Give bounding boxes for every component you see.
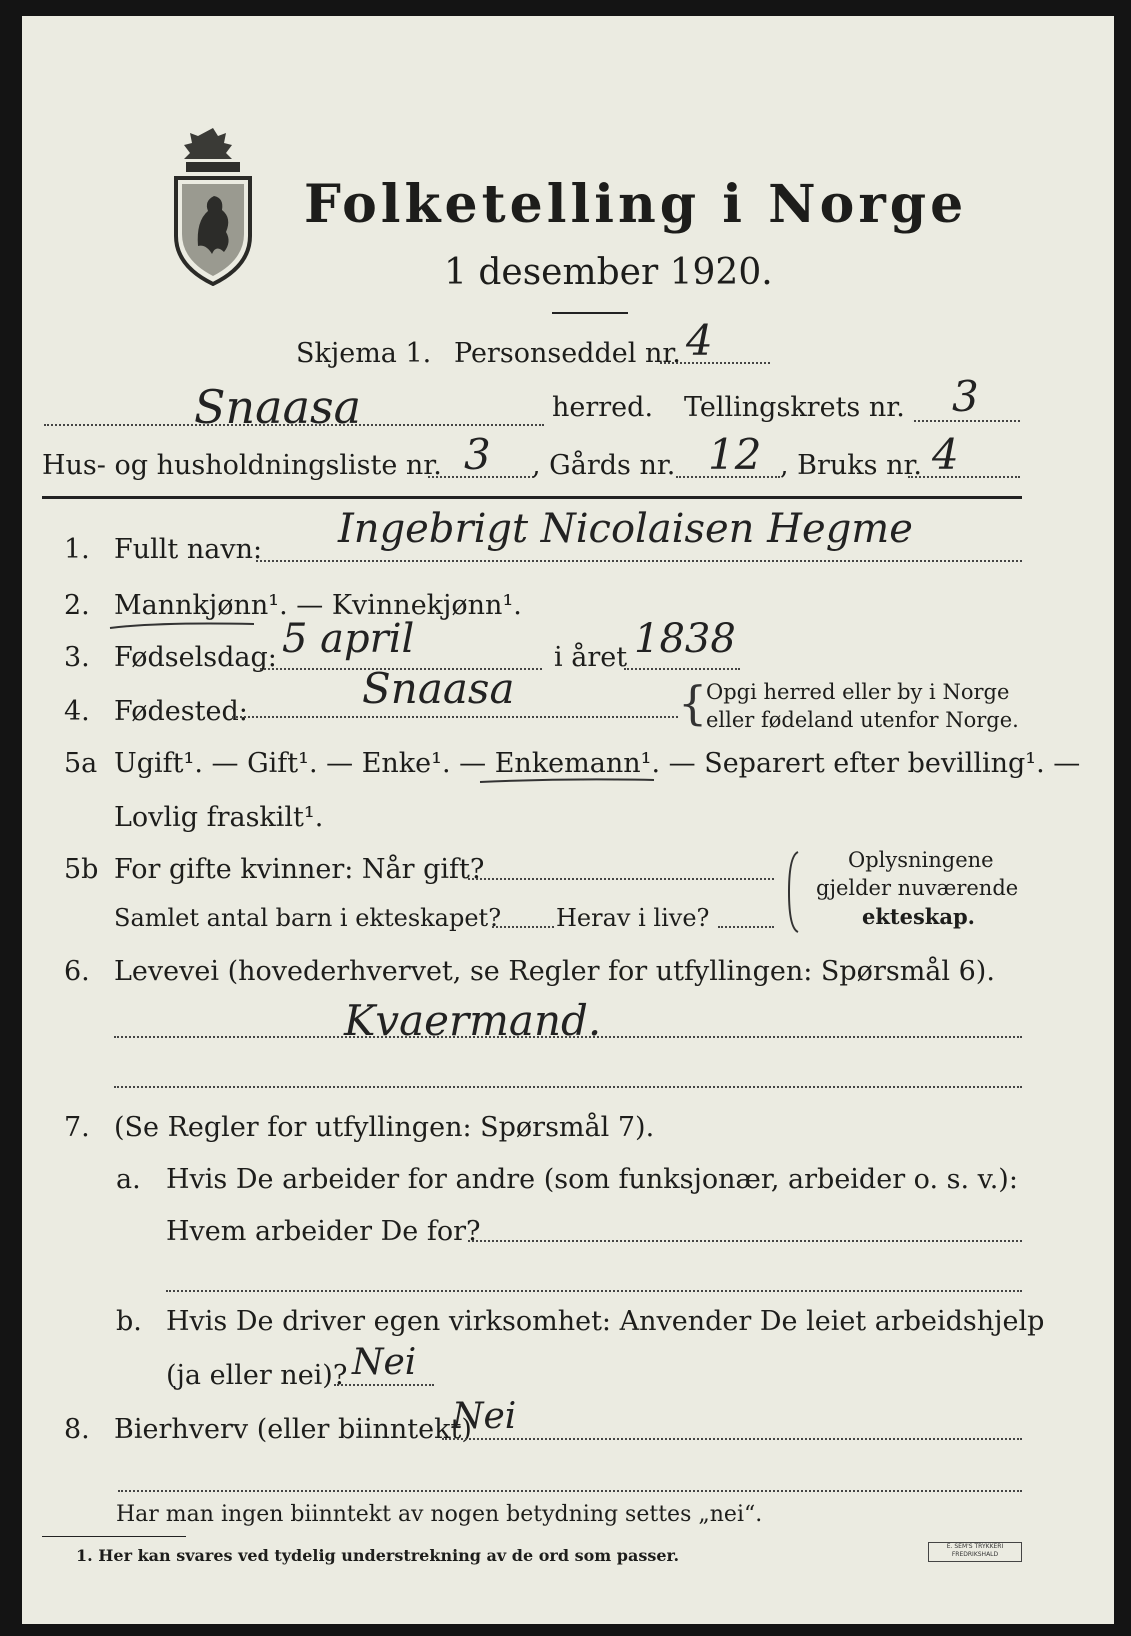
q5a-number: 5a [64,748,98,779]
footnote: 1. Her kan svares ved tydelig understrekning av de ord som passer. [76,1546,680,1565]
q8-line [442,1438,1022,1440]
marital-status-options-2: Lovlig fraskilt¹. [114,802,324,833]
q7a-line [468,1240,1022,1242]
sex-options: Mannkjønn¹. — Kvinnekjønn¹. [114,590,522,621]
q8-line-2 [118,1490,1022,1492]
full-name-value[interactable]: Ingebrigt Nicolaisen Hegme [338,506,913,552]
skjema-label: Skjema 1. [296,338,432,369]
q7b-line2: (ja eller nei)? [166,1360,348,1391]
q6-number: 6. [64,956,90,987]
q6-line2 [114,1086,1022,1088]
q5b-alive-label: Herav i live? [556,904,710,932]
q5b-note-line1: Oplysningene [848,848,994,872]
tellingskrets-value[interactable]: 3 [952,372,979,421]
year-label: i året [554,642,628,673]
q7a-line-2 [166,1290,1022,1292]
census-date: 1 desember 1920. [444,252,773,293]
husholdningsliste-value[interactable]: 3 [464,430,491,479]
q5b-number: 5b [64,854,99,885]
q7b-line [334,1384,434,1386]
enkemann-underline [478,774,658,788]
q4-brace: { [678,676,708,730]
marital-status-options: Ugift¹. — Gift¹. — Enke¹. — Enkemann¹. — Separert efter bevilling¹. — [114,748,1081,779]
title-divider [552,312,628,314]
bruks-label: , Bruks nr. [780,450,923,481]
q6-line1 [114,1036,1022,1038]
q5b-children-label: Samlet antal barn i ekteskapet? [114,904,502,932]
q3-number: 3. [64,642,90,673]
section-divider [42,496,1022,499]
hired-help-value[interactable]: Nei [352,1342,417,1383]
printer-stamp-text: E. SEM'S TRYKKERI FREDRIKSHALD [946,1543,1004,1558]
q5b-married-line [468,878,774,880]
bruks-value[interactable]: 4 [932,430,959,479]
q7-number: 7. [64,1112,90,1143]
q1-line [256,560,1022,562]
bruks-line [908,476,1020,478]
q1-number: 1. [64,534,90,565]
gards-value[interactable]: 12 [708,430,762,479]
birthday-value[interactable]: 5 april [282,616,415,662]
q8-label: Bierhverv (eller biinntekt) [114,1414,472,1445]
q1-label: Fullt navn: [114,534,263,565]
mannkjonn-underline [108,618,258,634]
q7a-letter: a. [116,1164,141,1195]
q3-year-line [624,668,740,670]
q4-number: 4. [64,696,90,727]
q7b-letter: b. [116,1306,142,1337]
tellingskrets-label: Tellingskrets nr. [684,392,905,423]
q3-label: Fødselsdag: [114,642,277,673]
q2-number: 2. [64,590,90,621]
q5b-note-line2: gjelder nuværende [816,876,1019,900]
coat-of-arms-icon [168,126,258,286]
q7b-line1: Hvis De driver egen virksomhet: Anvender De leiet arbeidshjelp [166,1306,1045,1337]
herred-label: herred. [552,392,654,423]
q5b-alive-line [718,926,774,928]
occupation-value[interactable]: Kvaermand. [344,996,602,1045]
q5b-bracket [786,850,800,934]
q5b-children-line [492,926,554,928]
q4-note-line2: eller fødeland utenfor Norge. [706,708,1019,732]
q5b-married-label: For gifte kvinner: Når gift? [114,854,485,885]
q4-label: Fødested: [114,696,248,727]
side-income-value[interactable]: Nei [452,1396,517,1437]
q4-note-line1: Opgi herred eller by i Norge [706,680,1010,704]
q6-label: Levevei (hovederhvervet, se Regler for utfyllingen: Spørsmål 6). [114,956,995,987]
q7-label: (Se Regler for utfyllingen: Spørsmål 7). [114,1112,655,1143]
personseddel-label: Personseddel nr. [454,338,681,369]
birth-year-value[interactable]: 1838 [634,616,736,662]
gards-label: , Gårds nr. [532,450,676,481]
census-form [22,16,1114,1624]
personseddel-value[interactable]: 4 [686,316,713,365]
herred-value[interactable]: Snaasa [194,380,362,434]
footnote-divider [42,1536,186,1537]
personseddel-line [660,362,770,364]
q7a-line2: Hvem arbeider De for? [166,1216,481,1247]
birthplace-value[interactable]: Snaasa [362,664,515,713]
printer-stamp [928,1542,1022,1562]
husholdningsliste-label: Hus- og husholdningsliste nr. [42,450,442,481]
q5b-note-line3: ekteskap. [862,904,975,929]
q7a-line1: Hvis De arbeider for andre (som funksjonær, arbeider o. s. v.): [166,1164,1018,1195]
q4-line [232,716,678,718]
footer-note: Har man ingen biinntekt av nogen betydning settes „nei“. [116,1502,763,1527]
form-title: Folketelling i Norge [304,174,968,235]
q8-number: 8. [64,1414,90,1445]
